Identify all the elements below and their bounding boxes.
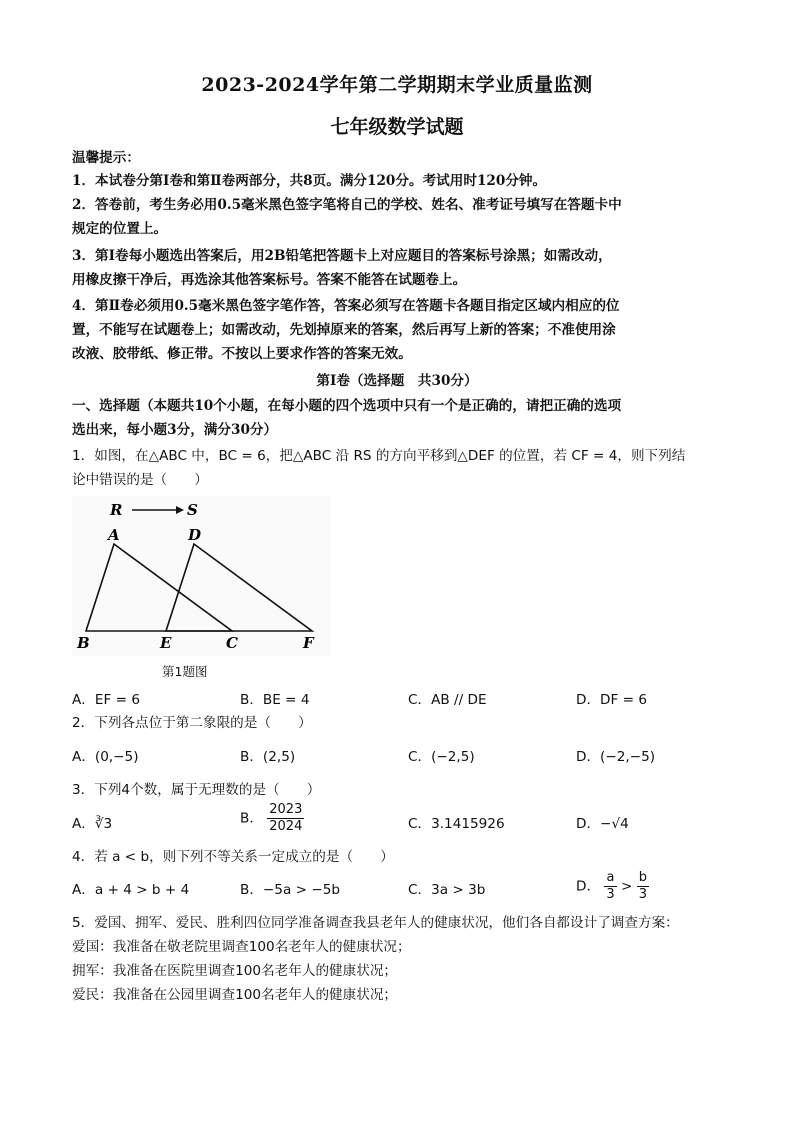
q1-option-b: B．BE = 4 — [240, 692, 310, 708]
q2-option-c: C．(−2,5) — [408, 749, 475, 765]
q1-stem: 1．如图，在△ABC 中，BC = 6，把△ABC 沿 RS 的方向平移到△DEF 的位置，若 CF = 4，则下列结 — [72, 448, 686, 464]
tip-line: 改液、胶带纸、修正带。不按以上要求作答的答案无效。 — [72, 346, 412, 362]
q1-option-d: D．DF = 6 — [576, 692, 648, 708]
q5-plan: 爱民：我准备在公园里调查100名老年人的健康状况； — [72, 987, 398, 1003]
tip-line: 2．答卷前，考生务必用0.5毫米黑色签字笔将自己的学校、姓名、准考证号填写在答题卡中 — [72, 197, 622, 213]
q3-option-b-label: B． — [240, 810, 263, 827]
label-S: S — [187, 501, 198, 519]
q3-option-a: A．∛3 — [72, 816, 113, 832]
q3-stem: 3．下列4个数，属于无理数的是（ ） — [72, 782, 321, 798]
label-B: B — [77, 634, 90, 652]
q1-figure — [72, 496, 330, 656]
label-E: E — [160, 634, 172, 652]
q1-option-a: A．EF = 6 — [72, 692, 140, 708]
greater-than-sign: > — [621, 878, 633, 895]
label-A: A — [108, 526, 120, 544]
fraction-numerator: b — [637, 870, 649, 887]
q3-option-b — [240, 802, 304, 835]
fraction — [267, 802, 304, 835]
fraction-numerator: 2023 — [269, 802, 303, 817]
section-instruction: 选出来，每小题3分，满分30分） — [72, 422, 278, 438]
exam-title: 2023-2024学年第二学期期末学业质量监测 — [201, 74, 593, 96]
q4-stem: 4．若 a < b，则下列不等关系一定成立的是（ ） — [72, 849, 394, 865]
q2-option-d: D．(−2,−5) — [576, 749, 656, 765]
fraction — [637, 870, 649, 903]
q2-option-a: A．(0,−5) — [72, 749, 139, 765]
label-R: R — [110, 501, 123, 519]
tip-line: 1．本试卷分第Ⅰ卷和第Ⅱ卷两部分，共8页。满分120分。考试用时120分钟。 — [72, 173, 547, 189]
q5-plan: 拥军：我准备在医院里调查100名老年人的健康状况； — [72, 963, 398, 979]
fraction-denominator: 3 — [638, 887, 647, 902]
tips-heading: 温馨提示： — [72, 150, 140, 166]
tip-line: 用橡皮擦干净后，再选涂其他答案标号。答案不能答在试题卷上。 — [72, 272, 467, 288]
q3-option-c: C．3.1415926 — [408, 816, 505, 832]
label-D: D — [188, 526, 202, 544]
q4-option-b: B．−5a > −5b — [240, 882, 340, 898]
fraction-denominator: 2024 — [269, 819, 303, 834]
q5-plan: 爱国：我准备在敬老院里调查100名老年人的健康状况； — [72, 939, 411, 955]
tip-line: 规定的位置上。 — [72, 221, 168, 237]
section-instruction: 一、选择题（本题共10个小题，在每小题的四个选项中只有一个是正确的，请把正确的选项 — [72, 398, 622, 414]
q1-option-c: C．AB // DE — [408, 692, 487, 708]
figure-caption: 第1题图 — [162, 664, 208, 679]
fraction-numerator: a — [604, 870, 616, 887]
q4-option-d-label: D． — [576, 878, 601, 895]
section-title: 第Ⅰ卷（选择题 共30分） — [316, 373, 478, 389]
q4-option-c: C．3a > 3b — [408, 882, 486, 898]
q2-option-b: B．(2,5) — [240, 749, 296, 765]
q2-stem: 2．下列各点位于第二象限的是（ ） — [72, 715, 312, 731]
fraction-denominator: 3 — [606, 887, 615, 902]
fraction — [604, 870, 616, 903]
q1-stem: 论中错误的是（ ） — [72, 472, 208, 488]
q4-option-a: A．a + 4 > b + 4 — [72, 882, 190, 898]
tip-line: 4．第Ⅱ卷必须用0.5毫米黑色签字笔作答，答案必须写在答题卡各题目指定区域内相应的位 — [72, 298, 620, 314]
label-F: F — [303, 634, 314, 652]
exam-subtitle: 七年级数学试题 — [330, 116, 464, 138]
tip-line: 置，不能写在试题卷上；如需改动，先划掉原来的答案，然后再写上新的答案；不准使用涂 — [72, 322, 616, 338]
q3-option-d: D．−√4 — [576, 816, 629, 832]
q4-option-d — [576, 870, 649, 903]
tip-line: 3．第Ⅰ卷每小题选出答案后，用2B铅笔把答题卡上对应题目的答案标号涂黑；如需改动， — [72, 248, 612, 264]
q5-stem: 5．爱国、拥军、爱民、胜利四位同学准备调查我县老年人的健康状况，他们各自都设计了调查方案： — [72, 915, 679, 931]
label-C: C — [226, 634, 238, 652]
